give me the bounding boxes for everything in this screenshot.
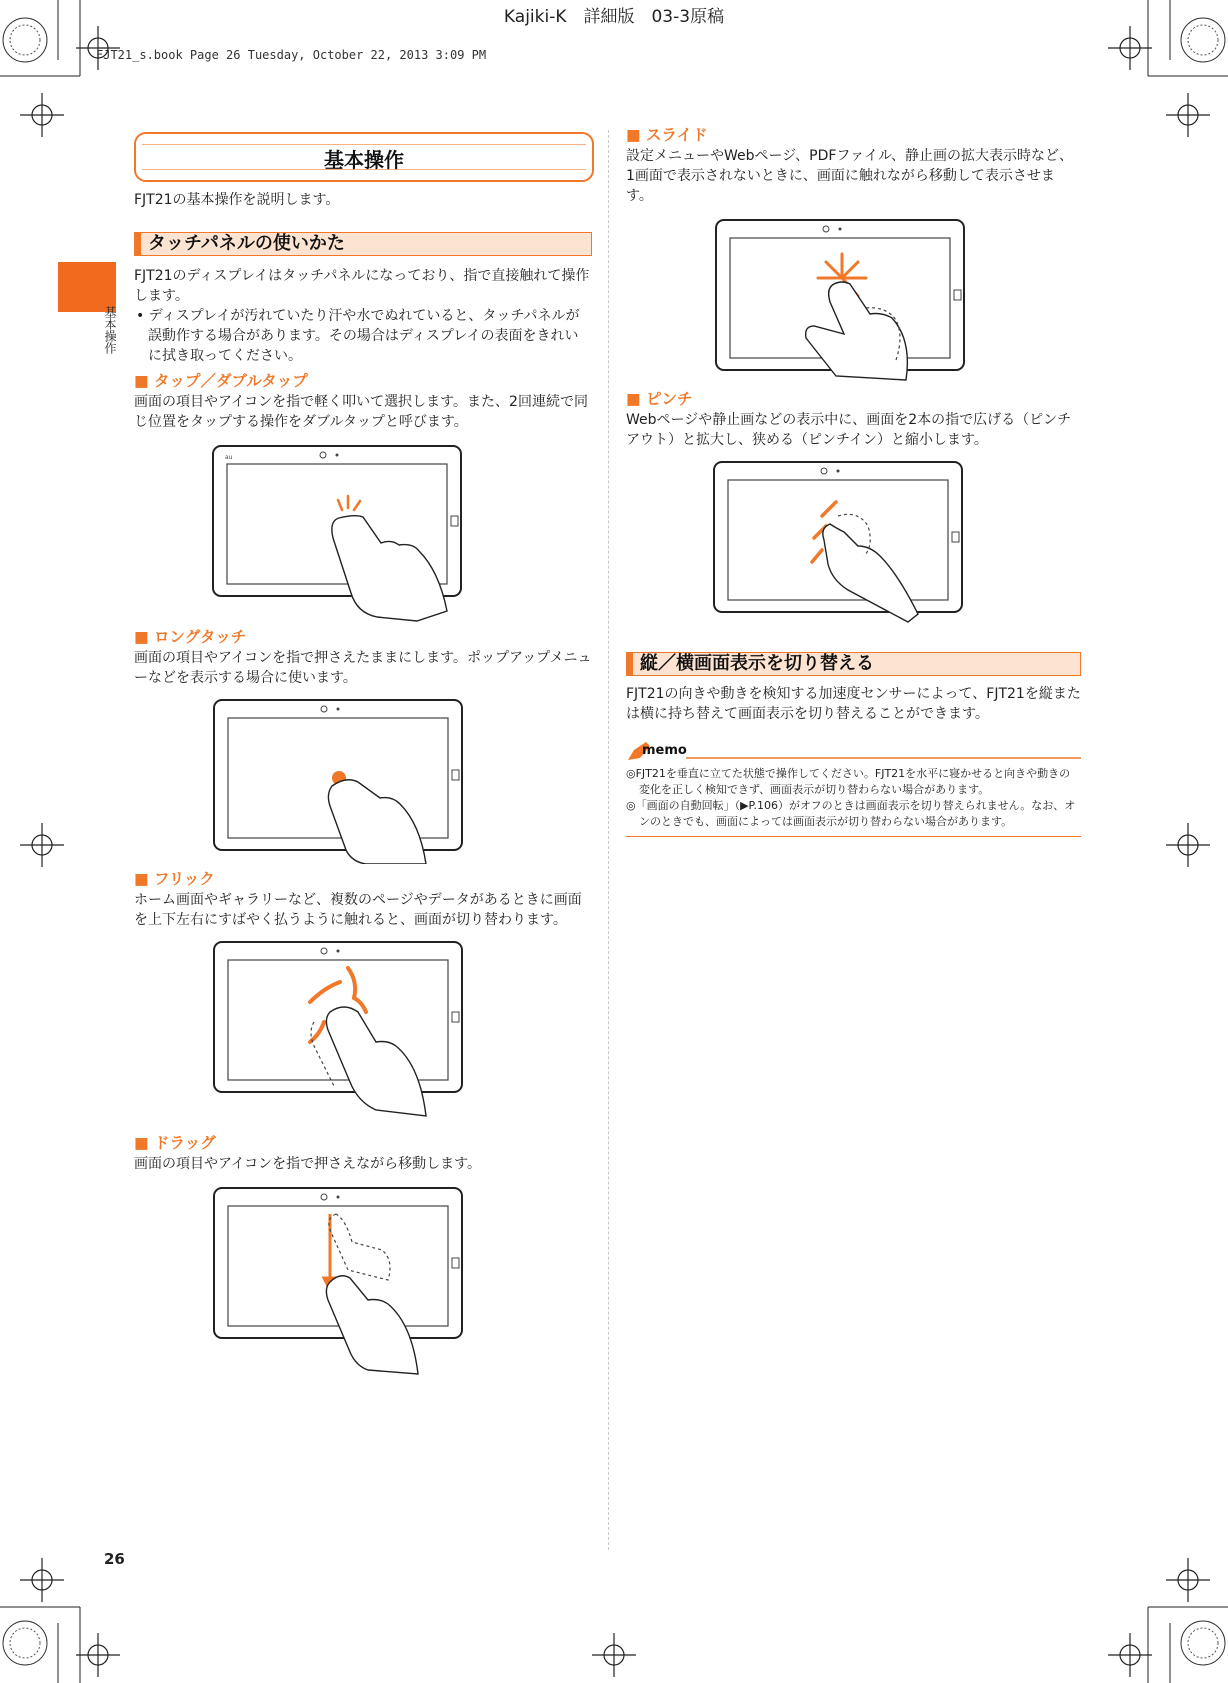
flick-body: ホーム画面やギャラリーなど、複数のページやデータがあるときに画面を上下左右にすばやく払うように触れると、画面が切り替わります。 [134, 892, 582, 928]
tap-body: 画面の項目やアイコンを指で軽く叩いて選択します。また、2回連続で同じ位置をタップする操作をダブルタップと呼びます。 [134, 394, 588, 430]
device-brand: au [225, 454, 233, 461]
drag-illustration [134, 1174, 592, 1384]
long-touch-heading: ■ ロングタッチ [134, 628, 247, 646]
left-column [134, 132, 592, 1384]
long-touch-body: 画面の項目やアイコンを指で押さえたままにします。ポップアップメニューなどを表示する場合に使います。 [134, 650, 592, 686]
touch-body: FJT21のディスプレイはタッチパネルになっており、指で直接触れて操作します。 [134, 268, 590, 304]
slide-heading: ■ スライド [626, 126, 708, 144]
intro-text: FJT21の基本操作を説明します。 [134, 192, 340, 208]
page-title: 基本操作 [324, 148, 404, 172]
memo-item: ◎「画面の自動回転」（▶P.106）がオフのときは画面表示を切り替えられません。なお、オンのときでも、画面によっては画面表示が切り替わらない場合があります。 [626, 799, 1076, 828]
touch-bullet: • ディスプレイが汚れていたり汗や水でぬれていると、タッチパネルが誤動作する場合があります。その場合はディスプレイの表面をきれいに拭き取ってください。 [136, 308, 580, 364]
book-info: FJT21_s.book Page 26 Tuesday, October 22, 2013 3:09 PM [96, 48, 487, 62]
memo-label: memo [642, 743, 687, 758]
chapter-tab [58, 262, 116, 312]
memo-pencil-icon [626, 742, 1081, 762]
memo-item: ◎FJT21を垂直に立てた状態で操作してください。FJT21を水平に寝かせると向きや動きの変化を正しく検知できず、画面表示が切り替わらない場合があります。 [626, 767, 1071, 796]
page-title-box [134, 132, 594, 182]
flick-illustration [134, 930, 592, 1126]
touch-heading: タッチパネルの使いかた [134, 232, 592, 256]
slide-body: 設定メニューやWebページ、PDFファイル、静止画の拡大表示時など、1画面で表示されないときに、画面に触れながら移動して表示させます。 [626, 148, 1073, 204]
page-number: 26 [104, 1550, 125, 1568]
drag-heading: ■ ドラッグ [134, 1134, 216, 1152]
pinch-body: Webページや静止画などの表示中に、画面を2本の指で広げる（ピンチアウト）と拡大し、狭める（ピンチイン）と縮小します。 [626, 412, 1072, 448]
flick-heading: ■ フリック [134, 870, 215, 888]
slide-illustration [626, 206, 1081, 382]
rotate-body: FJT21の向きや動きを検知する加速度センサーによって、FJT21を縦または横に持ち替えて画面表示を切り替えることができます。 [626, 686, 1081, 722]
chapter-tab-label: 基本操作 [103, 306, 117, 354]
long-touch-illustration [134, 688, 592, 864]
rotate-heading: 縦／横画面表示を切り替える [626, 652, 1081, 676]
drag-body: 画面の項目やアイコンを指で押さえながら移動します。 [134, 1156, 482, 1172]
memo-box [626, 766, 1081, 837]
memo-header [626, 742, 1081, 762]
pinch-illustration [626, 450, 1081, 626]
column-divider [608, 130, 609, 1550]
tap-illustration [134, 432, 592, 622]
tap-heading: ■ タップ／ダブルタップ [134, 372, 308, 390]
right-column [626, 124, 1081, 837]
pinch-heading: ■ ピンチ [626, 390, 693, 408]
page-header: Kajiki-K 詳細版 03-3原稿 [503, 7, 725, 27]
